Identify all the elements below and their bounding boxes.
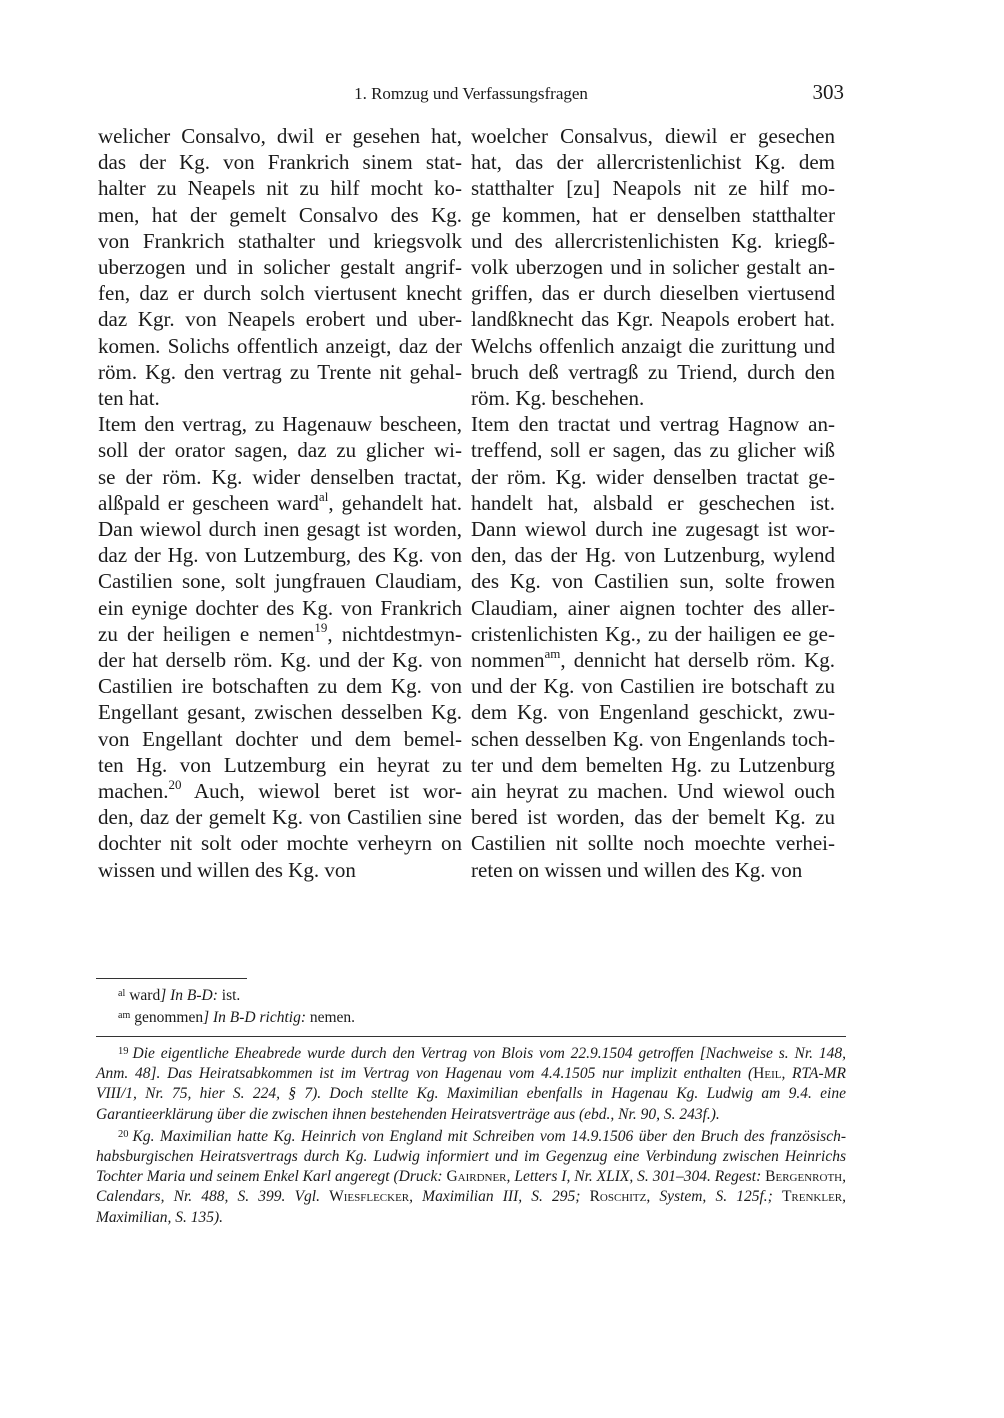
- text-line: halter zu Neapels nit zu hilf mocht ko-: [98, 176, 462, 201]
- text-line: den, das der Hg. von Lutzenburg, wylend: [471, 543, 835, 568]
- text-line: men, hat der gemelt Consalvo des Kg.: [98, 202, 462, 227]
- page-number: 303: [812, 80, 844, 104]
- text-segment: Auch, wiewol beret ist wor-: [181, 779, 462, 804]
- note-text: Die eigentliche Eheabrede wurde durch den Vertrag von Blois vom 22.9.1504 getroffen [Nachweise s. Nr. 148, Anm. 48]. Das Heiratsabkommen ist im Vertrag von Hagenau vom 4.4.1505 nur implizit enthalten (: [96, 1045, 846, 1083]
- text-line: handelt hat, alsbald er geschechen ist.: [471, 490, 835, 515]
- text-line: daz Kgr. von Neapels erobert und uber-: [98, 307, 462, 332]
- left-column: [98, 123, 462, 883]
- note-text: , Letters I, Nr. XLIX, S. 301–304. Regest:: [506, 1168, 766, 1186]
- text-line: röm. Kg. beschehen.: [471, 386, 645, 411]
- text-line: Item den tractat und vertrag Hagnow an-: [471, 412, 835, 437]
- note-text: Kg. Maximilian hatte Kg. Heinrich von England mit Schreiben vom 14.9.1506 über den Bruch des französisch-habsburgischen Heiratsvertrags durch Kg. Ludwig informiert und im Gegenzug eine Verbindung zwischen Heinrichs Tochter Maria und seinem Enkel Karl angeregt (Druck:: [96, 1127, 846, 1186]
- text-line: ten hat.: [98, 386, 160, 411]
- author-name: Trenkler: [781, 1188, 843, 1206]
- apparatus-lemma: ward: [129, 987, 161, 1004]
- text-line: Dan wiewol durch inen gesagt ist worden,: [98, 517, 462, 542]
- apparatus-entry: [118, 984, 355, 1006]
- note-text: , Maximilian III, S. 295;: [409, 1188, 590, 1206]
- text-line: hat, das der allercristenlichist Kg. dem: [471, 150, 835, 175]
- text-line: landßknecht das Kgr. Neapols erobert hat.: [471, 307, 835, 332]
- running-title: 1. Romzug und Verfassungsfragen: [354, 84, 588, 103]
- footnote-ref: 19: [314, 619, 328, 635]
- footnote-mark: am: [544, 646, 561, 662]
- author-name: Heil: [753, 1065, 782, 1083]
- text-line: se der röm. Kg. wider denselben tractat,: [98, 464, 462, 489]
- apparatus-sep: ] In B-D richtig:: [203, 1009, 306, 1026]
- text-line: treffend, soll er sagen, das zu glicher wiß: [471, 438, 835, 463]
- text-line: cristenlichisten Kg., zu der hailigen ee ge-: [471, 621, 835, 646]
- text-line: ter und dem bemelten Hg. zu Lutzenburg: [471, 752, 835, 777]
- text-line: dochter nit solt oder mochte verheyrn on: [98, 831, 462, 856]
- text-line: [471, 647, 835, 673]
- note-text: , Calendars, Nr. 488, S. 399. Vgl.: [96, 1168, 846, 1206]
- text-line: der hat derselb röm. Kg. und der Kg. von: [98, 648, 462, 673]
- text-segment: machen.: [98, 779, 169, 804]
- text-line: ge kommen, hat er denselben statthalter: [471, 202, 835, 227]
- right-column: [471, 123, 835, 883]
- footnote-number: 19: [118, 1046, 129, 1057]
- text-line: fen, daz er durch solch viertusent knecht: [98, 281, 462, 306]
- text-line: Castilien ire botschaften zu dem Kg. von: [98, 674, 462, 699]
- text-line: [98, 490, 462, 516]
- footnote-20: [96, 1125, 846, 1228]
- text-line: [98, 778, 462, 804]
- text-line: volk uberzogen und in solicher gestalt an-: [471, 255, 835, 280]
- text-line: und des allercristenlichisten Kg. kriegß-: [471, 228, 835, 253]
- text-line: wissen und willen des Kg. von: [98, 857, 356, 882]
- apparatus-mark: al: [118, 988, 126, 999]
- apparatus-rule: [96, 978, 247, 979]
- text-line: Engellant gesant, zwischen desselben Kg.: [98, 700, 462, 725]
- text-line: ain heyrat zu machen. Und wiewol ouch: [471, 779, 835, 804]
- text-segment: , dennicht hat derselb röm. Kg.: [560, 648, 835, 673]
- text-line: Welchs offenlich anzaigt die zurittung und: [471, 333, 835, 358]
- author-name: Gairdner: [446, 1168, 507, 1186]
- note-text: , Maximilian, S. 135).: [96, 1188, 847, 1226]
- text-segment: nommen: [471, 648, 545, 673]
- text-line: griffen, das er durch dieselben viertusend: [471, 281, 835, 306]
- text-line: woelcher Consalvus, diewil er gesechen: [471, 124, 835, 148]
- text-line: von Engellant dochter und dem bemel-: [98, 726, 462, 751]
- footnote-19: [96, 1042, 846, 1125]
- critical-apparatus: [118, 984, 355, 1028]
- text-line: Castilien nit sollte noch moechte verhei-: [471, 831, 835, 856]
- text-segment: alßpald er gescheen ward: [98, 490, 319, 515]
- text-line: statthalter [zu] Neapols nit ze hilf mo-: [471, 176, 835, 201]
- apparatus-text: ist.: [217, 987, 241, 1004]
- note-text: , RTA-MR VIII/1, Nr. 75, hier S. 224, § 7). Doch stellte Kg. Maximilian ebenfalls in Hagenau Kg. Ludwig am 9.4. eine Garantieerklärung über die zwischen ihnen bestehenden Heiratsverträge aus (ebd., Nr. 90, S. 243f.).: [96, 1065, 846, 1123]
- text-line: Dann wiewol durch ine zugesagt ist wor-: [471, 517, 835, 542]
- apparatus-entry: [118, 1006, 355, 1028]
- text-segment: , nichtdestmyn-: [327, 621, 462, 646]
- apparatus-mark: am: [118, 1010, 131, 1021]
- note-text: , System, S. 125f.;: [646, 1188, 782, 1206]
- running-header: [96, 80, 846, 110]
- author-name: Bergenroth: [765, 1168, 843, 1186]
- text-line: des Kg. von Castilien sun, solte frowen: [471, 569, 835, 594]
- text-line: von Frankrich stathalter und kriegsvolk: [98, 228, 462, 253]
- text-line: und der Kg. von Castilien ire botschaft zu: [471, 674, 835, 699]
- footnote-ref: 20: [168, 777, 182, 793]
- text-line: bruch deß vertragß zu Triend, durch den: [471, 359, 835, 384]
- text-line: welicher Consalvo, dwil er gesehen hat,: [98, 124, 462, 148]
- text-line: reten on wissen und willen des Kg. von: [471, 857, 803, 882]
- apparatus-text: nemen.: [305, 1009, 356, 1026]
- text-line: uberzogen und in solicher gestalt angrif-: [98, 255, 462, 280]
- footnote-mark: al: [318, 488, 329, 504]
- footnote-number: 20: [118, 1128, 129, 1140]
- text-line: soll der orator sagen, daz zu glicher wi-: [98, 438, 462, 463]
- text-line: bered ist worden, das der bemelt Kg. zu: [471, 805, 835, 830]
- apparatus-lemma: genommen: [134, 1009, 204, 1026]
- footnotes: [96, 1042, 846, 1228]
- text-line: den, daz der gemelt Kg. von Castilien sine: [98, 805, 462, 830]
- text-segment: , gehandelt hat.: [328, 490, 462, 515]
- text-line: Claudiam, ainer aignen tochter des aller-: [471, 595, 835, 620]
- text-line: ten Hg. von Lutzemburg ein heyrat zu: [98, 752, 462, 777]
- text-line: ein eynige dochter des Kg. von Frankrich: [98, 595, 462, 620]
- text-line: komen. Solichs offentlich anzeigt, daz der: [98, 333, 462, 358]
- author-name: Wiesflecker: [329, 1188, 410, 1206]
- notes-rule: [96, 1036, 846, 1037]
- text-line: Castilien sone, solt jungfrauen Claudiam,: [98, 569, 462, 594]
- text-line: der röm. Kg. wider denselben tractat ge-: [471, 464, 835, 489]
- text-line: [98, 621, 462, 647]
- author-name: Roschitz: [589, 1188, 647, 1206]
- text-line: das der Kg. von Frankrich sinem stat-: [98, 150, 462, 175]
- text-line: dem Kg. von Engenland geschickt, zwu-: [471, 700, 835, 725]
- apparatus-sep: ] In B-D:: [160, 987, 218, 1004]
- text-line: röm. Kg. den vertrag zu Trente nit gehal-: [98, 359, 462, 384]
- text-line: schen desselben Kg. von Engenlands toch-: [471, 726, 835, 751]
- text-segment: zu der heiligen e nemen: [98, 621, 315, 646]
- text-line: daz der Hg. von Lutzemburg, des Kg. von: [98, 543, 462, 568]
- text-line: Item den vertrag, zu Hagenauw bescheen,: [98, 412, 462, 437]
